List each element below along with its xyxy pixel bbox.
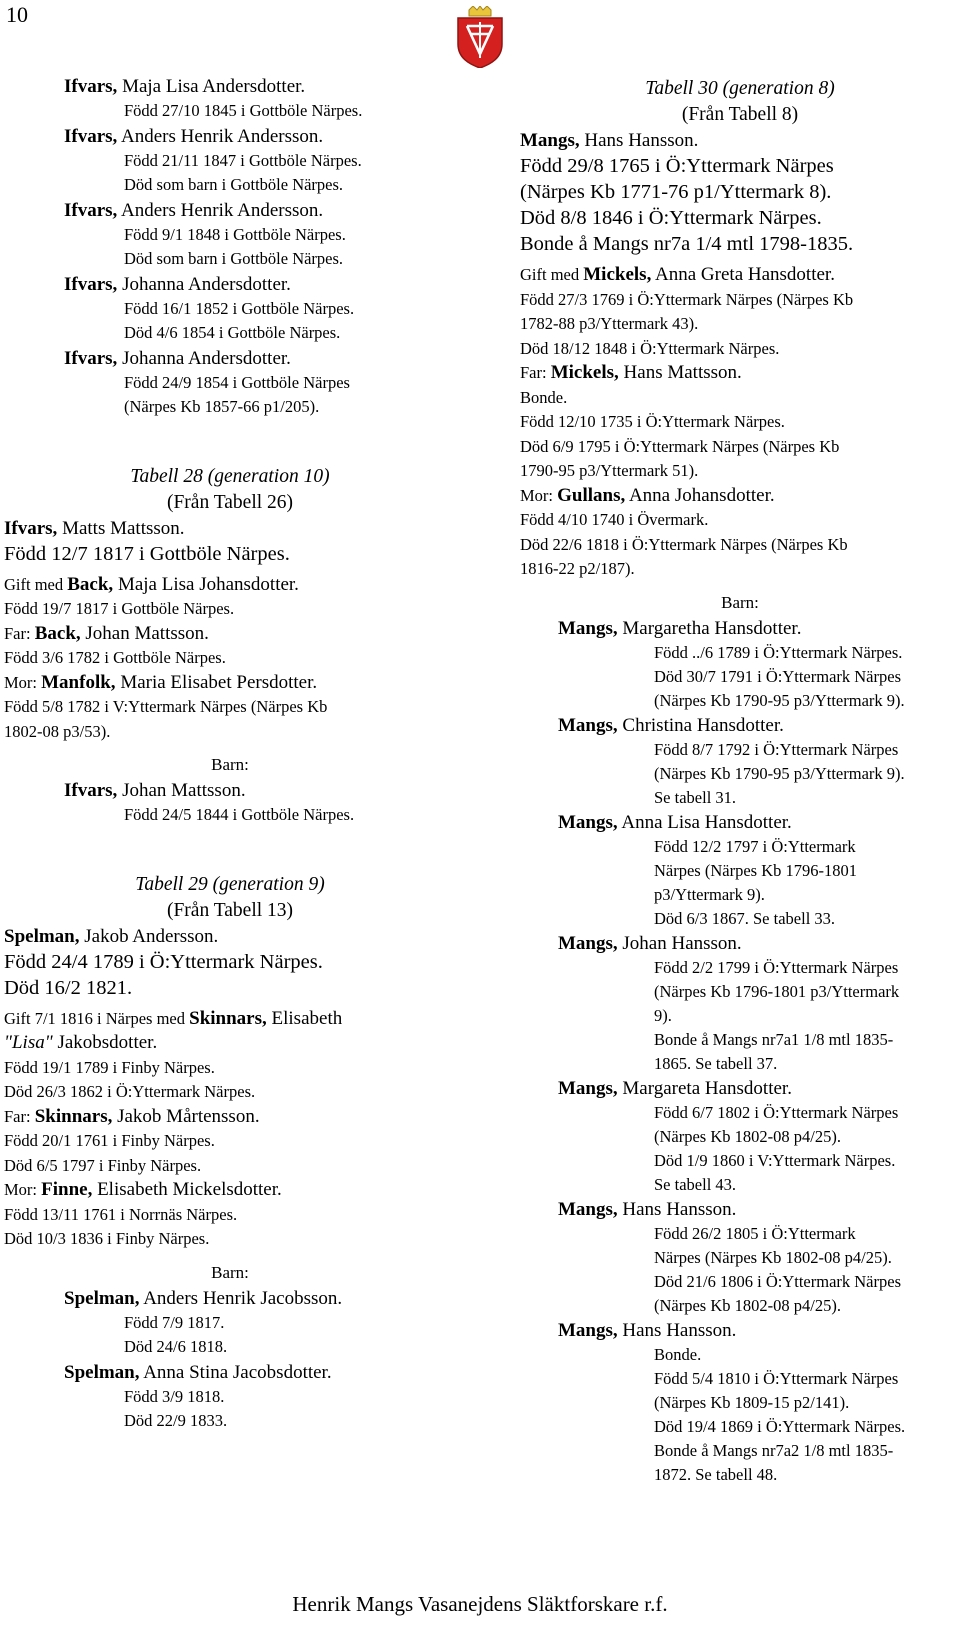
list-item	[4, 778, 456, 828]
mother-detail: 1816-22 p2/187).	[520, 559, 635, 578]
surname: Spelman,	[64, 1287, 140, 1309]
section-source: (Från Tabell 13)	[166, 899, 294, 921]
detail-line: Född 9/1 1848 i Gottböle Närpes.	[124, 224, 346, 244]
tabell-30-section	[520, 76, 960, 1487]
tabell-28-section	[4, 464, 456, 828]
detail-line: Död som barn i Gottböle Närpes.	[124, 249, 344, 268]
detail-line: Född 26/2 1805 i Ö:Yttermark	[654, 1223, 856, 1243]
father-surname: Back,	[34, 622, 81, 644]
given-name: Margareta Hansdotter.	[617, 1077, 792, 1099]
detail-line: Född 24/9 1854 i Gottböle Närpes	[124, 372, 350, 392]
surname: Mangs,	[558, 714, 618, 736]
person-name	[4, 924, 456, 949]
children-list	[520, 616, 960, 1487]
spouse-surname: Back,	[67, 573, 114, 595]
detail-line: Död 4/6 1854 i Gottböle Närpes.	[124, 323, 341, 342]
list-item	[558, 1318, 960, 1487]
married-prefix: Gift 7/1 1816 i Närpes med	[4, 1008, 190, 1028]
list-item	[558, 1076, 960, 1197]
given-name: Johan Mattsson.	[117, 780, 246, 801]
person-detail: Född 29/8 1765 i Ö:Yttermark Närpes	[520, 155, 834, 177]
detail-line: Bonde å Mangs nr7a2 1/8 mtl 1835-	[654, 1440, 894, 1460]
person-died: Död 16/2 1821.	[4, 976, 133, 999]
detail-line: Se tabell 43.	[654, 1174, 737, 1194]
father-born: Född 3/6 1782 i Gottböle Närpes.	[4, 648, 226, 667]
surname: Mangs,	[558, 1198, 618, 1220]
spouse-detail: 1782-88 p3/Yttermark 43).	[520, 314, 699, 333]
mor-prefix: Mor:	[4, 1180, 42, 1199]
spouse-born: Född 19/7 1817 i Gottböle Närpes.	[4, 599, 235, 618]
section-header: Tabell 29 (generation 9)	[135, 873, 325, 895]
detail-line: Född 8/7 1792 i Ö:Yttermark Närpes	[654, 739, 899, 759]
detail-line: Död 30/7 1791 i Ö:Yttermark Närpes	[654, 666, 901, 686]
given-name: Maja Lisa Andersdotter.	[117, 76, 306, 97]
far-prefix: Far:	[4, 623, 35, 643]
detail-line: (Närpes Kb 1802-08 p4/25).	[654, 1295, 841, 1315]
detail-line: Född 24/5 1844 i Gottböle Närpes.	[124, 805, 355, 824]
detail-line: (Närpes Kb 1809-15 p2/141).	[654, 1392, 850, 1412]
far-prefix: Far:	[520, 363, 551, 382]
detail-line: Född ../6 1789 i Ö:Yttermark Närpes.	[654, 642, 903, 662]
surname: Mangs,	[520, 130, 580, 151]
father-line	[4, 1105, 456, 1130]
surname: Ifvars,	[64, 273, 118, 295]
mother-line	[4, 1178, 456, 1203]
mother-died: Död 10/3 1836 i Finby Närpes.	[4, 1229, 210, 1248]
detail-line: (Närpes Kb 1857-66 p1/205).	[124, 397, 320, 416]
list-item	[558, 810, 960, 931]
father-detail: 1790-95 p3/Yttermark 51).	[520, 461, 699, 480]
father-surname: Skinnars,	[34, 1105, 113, 1127]
father-line	[4, 622, 456, 647]
father-detail: Bonde.	[520, 387, 568, 407]
detail-line: Se tabell 31.	[654, 787, 737, 807]
surname: Mangs,	[558, 617, 618, 639]
list-item	[4, 1286, 456, 1360]
list-item	[4, 1360, 456, 1434]
children-label: Barn:	[211, 755, 249, 774]
far-prefix: Far:	[4, 1106, 35, 1126]
father-born: Född 20/1 1761 i Finby Närpes.	[4, 1131, 215, 1150]
person-detail: Bonde å Mangs nr7a 1/4 mtl 1798-1835.	[520, 233, 854, 255]
surname: Mangs,	[558, 1319, 618, 1341]
mother-born: Född 5/8 1782 i V:Yttermark Närpes (Närpes Kb	[4, 697, 328, 716]
mother-detail: Död 22/6 1818 i Ö:Yttermark Närpes (Närpes Kb	[520, 534, 848, 554]
detail-line: Född 12/2 1797 i Ö:Yttermark	[654, 836, 856, 856]
mother-surname: Gullans,	[557, 484, 626, 506]
given-name: Anders Henrik Andersson.	[117, 199, 324, 221]
given-name: Anders Henrik Jacobsson.	[139, 1287, 343, 1309]
tabell-29-section	[4, 872, 456, 1434]
mother-given: Maria Elisabet Persdotter.	[115, 671, 318, 693]
list-item	[558, 616, 960, 713]
given-name: Anders Henrik Andersson.	[117, 125, 324, 147]
detail-line: Bonde å Mangs nr7a1 1/8 mtl 1835-	[654, 1029, 894, 1049]
detail-line: Död som barn i Gottböle Närpes.	[124, 175, 344, 194]
detail-line: Född 16/1 1852 i Gottböle Närpes.	[124, 298, 355, 318]
detail-line: 1865. Se tabell 37.	[654, 1053, 778, 1073]
mother-given: Anna Johansdotter.	[625, 484, 775, 506]
given-name: Johanna Andersdotter.	[117, 273, 291, 295]
father-line	[520, 361, 960, 386]
mother-line	[520, 484, 960, 509]
detail-line: (Närpes Kb 1796-1801 p3/Yttermark	[654, 981, 900, 1001]
list-item	[64, 346, 456, 420]
married-prefix: Gift med	[4, 574, 68, 594]
left-column	[4, 74, 456, 1434]
mother-born: Född 13/11 1761 i Norrnäs Närpes.	[4, 1204, 238, 1224]
detail-line: Född 2/2 1799 i Ö:Yttermark Närpes	[654, 957, 899, 977]
right-column	[520, 76, 960, 1487]
detail-line: Död 1/9 1860 i V:Yttermark Närpes.	[654, 1150, 896, 1170]
father-given: Jakob Mårtensson.	[112, 1105, 260, 1127]
detail-line: (Närpes Kb 1790-95 p3/Yttermark 9).	[654, 763, 905, 783]
mother-given: Elisabeth Mickelsdotter.	[92, 1179, 282, 1200]
father-given: Hans Mattsson.	[618, 362, 742, 383]
detail-line: Död 22/9 1833.	[124, 1411, 228, 1430]
list-item	[64, 124, 456, 198]
spouse-surname: Mickels,	[583, 264, 652, 285]
given-name: Hans Hansson.	[579, 130, 699, 151]
spouse-line	[4, 1007, 456, 1032]
detail-line: Född 21/11 1847 i Gottböle Närpes.	[124, 150, 362, 170]
spouse-died: Död 26/3 1862 i Ö:Yttermark Närpes.	[4, 1082, 256, 1101]
mother-born-cont: 1802-08 p3/53).	[4, 721, 111, 741]
surname: Ifvars,	[64, 347, 118, 369]
detail-line: Död 19/4 1869 i Ö:Yttermark Närpes.	[654, 1416, 906, 1436]
detail-line: Född 27/10 1845 i Gottböle Närpes.	[124, 101, 363, 120]
heraldic-shield-icon	[455, 6, 505, 68]
mother-detail: Född 4/10 1740 i Övermark.	[520, 510, 709, 529]
surname: Spelman,	[4, 925, 80, 947]
list-item	[64, 272, 456, 346]
spouse-given-cont: Jakobsdotter.	[52, 1032, 158, 1053]
detail-line: Närpes (Närpes Kb 1796-1801	[654, 860, 857, 880]
mother-surname: Manfolk,	[41, 671, 116, 693]
given-name: Johan Hansson.	[617, 932, 742, 954]
section-source: (Från Tabell 26)	[166, 491, 294, 513]
spouse-surname: Skinnars,	[189, 1007, 267, 1029]
detail-line: Född 5/4 1810 i Ö:Yttermark Närpes	[654, 1368, 899, 1388]
surname: Ifvars,	[64, 199, 118, 221]
mor-prefix: Mor:	[4, 672, 42, 692]
person-detail: Död 8/8 1846 i Ö:Yttermark Närpes.	[520, 207, 822, 229]
surname: Ifvars,	[64, 125, 118, 147]
list-item	[64, 198, 456, 272]
given-name: Anna Stina Jacobsdotter.	[139, 1361, 332, 1383]
page-number: 10	[6, 2, 28, 27]
mother-surname: Finne,	[41, 1179, 93, 1200]
given-name: Jakob Andersson.	[79, 925, 219, 947]
spouse-line	[4, 573, 456, 598]
spouse-born: Född 19/1 1789 i Finby Närpes.	[4, 1057, 215, 1077]
left-top-entries	[4, 74, 456, 420]
list-item	[558, 713, 960, 810]
surname: Mangs,	[558, 932, 618, 954]
mor-prefix: Mor:	[520, 485, 558, 505]
father-died: Död 6/5 1797 i Finby Närpes.	[4, 1155, 202, 1175]
detail-line: Född 7/9 1817.	[124, 1312, 225, 1332]
person-detail: (Närpes Kb 1771-76 p1/Yttermark 8).	[520, 181, 832, 203]
spouse-given: Maja Lisa Johansdotter.	[113, 573, 299, 595]
page-footer: Henrik Mangs Vasanejdens Släktforskare r.f.	[292, 1592, 668, 1616]
person-born: Född 12/7 1817 i Gottböle Närpes.	[4, 542, 290, 565]
spouse-given: Elisabeth	[266, 1007, 343, 1029]
spouse-line-cont	[4, 1031, 456, 1056]
person-born: Född 24/4 1789 i Ö:Yttermark Närpes.	[4, 950, 323, 973]
detail-line: Närpes (Närpes Kb 1802-08 p4/25).	[654, 1247, 892, 1267]
surname: Mangs,	[558, 811, 618, 833]
spouse-detail: Född 27/3 1769 i Ö:Yttermark Närpes (Närpes Kb	[520, 289, 854, 309]
person-name	[4, 516, 456, 541]
father-detail: Född 12/10 1735 i Ö:Yttermark Närpes.	[520, 412, 785, 431]
person-name	[520, 128, 960, 153]
father-detail: Död 6/9 1795 i Ö:Yttermark Närpes (Närpes Kb	[520, 436, 840, 456]
surname: Ifvars,	[64, 76, 118, 97]
given-name: Hans Hansson.	[617, 1198, 737, 1220]
mother-line	[4, 671, 456, 696]
detail-line: (Närpes Kb 1790-95 p3/Yttermark 9).	[654, 690, 905, 710]
spouse-line	[520, 263, 960, 288]
detail-line: Född 3/9 1818.	[124, 1386, 225, 1406]
detail-line: 1872. Se tabell 48.	[654, 1464, 778, 1484]
section-source: (Från Tabell 8)	[681, 104, 799, 125]
given-name: Margaretha Hansdotter.	[617, 617, 802, 639]
father-surname: Mickels,	[550, 362, 619, 383]
given-name: Christina Hansdotter.	[617, 714, 784, 736]
given-name: Hans Hansson.	[617, 1319, 737, 1341]
given-name: Johanna Andersdotter.	[117, 347, 291, 369]
spouse-nickname: "Lisa"	[4, 1032, 53, 1053]
detail-line: Död 21/6 1806 i Ö:Yttermark Närpes	[654, 1271, 901, 1291]
list-item	[558, 1197, 960, 1318]
detail-line: Död 6/3 1867. Se tabell 33.	[654, 908, 836, 928]
detail-line: p3/Yttermark 9).	[654, 884, 765, 904]
father-given: Johan Mattsson.	[80, 622, 209, 644]
detail-line: 9).	[654, 1005, 672, 1025]
married-prefix: Gift med	[520, 265, 584, 284]
children-label: Barn:	[211, 1262, 249, 1282]
given-name: Anna Lisa Hansdotter.	[617, 811, 792, 833]
given-name: Matts Mattsson.	[57, 517, 185, 539]
spouse-detail: Död 18/12 1848 i Ö:Yttermark Närpes.	[520, 338, 780, 358]
children-label: Barn:	[721, 592, 759, 612]
list-item	[64, 74, 456, 124]
detail-line: Bonde.	[654, 1344, 702, 1364]
surname: Mangs,	[558, 1077, 618, 1099]
section-header: Tabell 30 (generation 8)	[645, 78, 835, 99]
spouse-given: Anna Greta Hansdotter.	[651, 264, 835, 285]
detail-line: Född 6/7 1802 i Ö:Yttermark Närpes	[654, 1102, 899, 1122]
detail-line: Död 24/6 1818.	[124, 1337, 228, 1356]
surname: Ifvars,	[4, 517, 58, 539]
surname: Spelman,	[64, 1361, 140, 1383]
surname: Ifvars,	[64, 780, 118, 801]
list-item	[558, 931, 960, 1076]
detail-line: (Närpes Kb 1802-08 p4/25).	[654, 1126, 841, 1146]
section-header: Tabell 28 (generation 10)	[130, 465, 330, 487]
